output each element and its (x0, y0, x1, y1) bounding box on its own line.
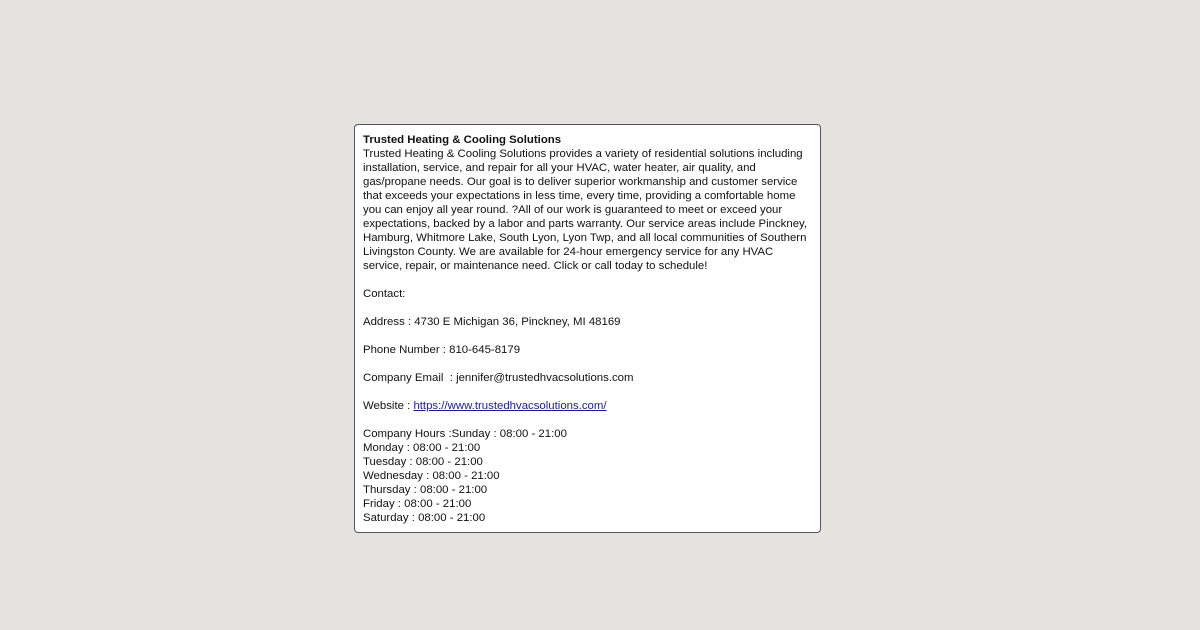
email-label: Company Email : (363, 372, 457, 384)
hours-time: 08:00 - 21:00 (419, 484, 488, 496)
hours-row-wednesday (363, 469, 812, 483)
address-label: Address : (363, 316, 415, 328)
hours-day: Monday : (363, 442, 414, 454)
hours-time: 08:00 - 21:00 (415, 456, 483, 468)
hours-day: Friday : (363, 498, 405, 510)
website-line (363, 399, 812, 413)
email-value: jennifer@trustedhvacsolutions.com (456, 372, 634, 384)
address-value: 4730 E Michigan 36, Pinckney, MI 48169 (414, 316, 621, 328)
website-label: Website : (363, 400, 414, 412)
hours-row-sunday (363, 427, 812, 441)
hours-row-friday (363, 497, 812, 511)
hours-time: 08:00 - 21:00 (499, 428, 567, 440)
hours-day: Saturday : (363, 512, 419, 524)
hours-day: Tuesday : (363, 456, 416, 468)
hours-time: 08:00 - 21:00 (432, 470, 500, 482)
phone-line (363, 343, 812, 357)
business-info-card (354, 124, 821, 533)
contact-heading: Contact: (363, 288, 406, 300)
hours-time: 08:00 - 21:00 (404, 498, 472, 510)
hours-list (363, 427, 812, 525)
business-name: Trusted Heating & Cooling Solutions (363, 134, 562, 146)
hours-row-tuesday (363, 455, 812, 469)
hours-time: 08:00 - 21:00 (413, 442, 481, 454)
hours-label: Company Hours : (363, 428, 452, 440)
website-link[interactable]: https://www.trustedhvacsolutions.com/ (413, 400, 607, 412)
email-line (363, 371, 812, 385)
hours-day: Thursday : (363, 484, 420, 496)
hours-day: Wednesday : (363, 470, 433, 482)
hours-day: Sunday : (451, 428, 500, 440)
address-line (363, 315, 812, 329)
hours-row-monday (363, 441, 812, 455)
phone-value: 810-645-8179 (449, 344, 521, 356)
phone-label: Phone Number : (363, 344, 450, 356)
hours-row-thursday (363, 483, 812, 497)
business-description: Trusted Heating & Cooling Solutions provides a variety of residential solutions including installation, service, and repair for all your HVAC, water heater, air quality, and gas/propane needs. Our goal is to deliver superior workmanship and customer service that exceeds your expectations in less time, every time, providing a comfortable home you can enjoy all year round. ?All of our work is guaranteed to meet or exceed your expectations, backed by a labor and parts warranty. Our service areas include Pinckney, Hamburg, Whitmore Lake, South Lyon, Lyon Twp, and all local communities of Southern Livingston County. We are available for 24-hour emergency service for any HVAC service, repair, or maintenance need. Click or call today to schedule! (363, 148, 808, 272)
hours-time: 08:00 - 21:00 (418, 512, 486, 524)
hours-row-saturday (363, 511, 812, 525)
